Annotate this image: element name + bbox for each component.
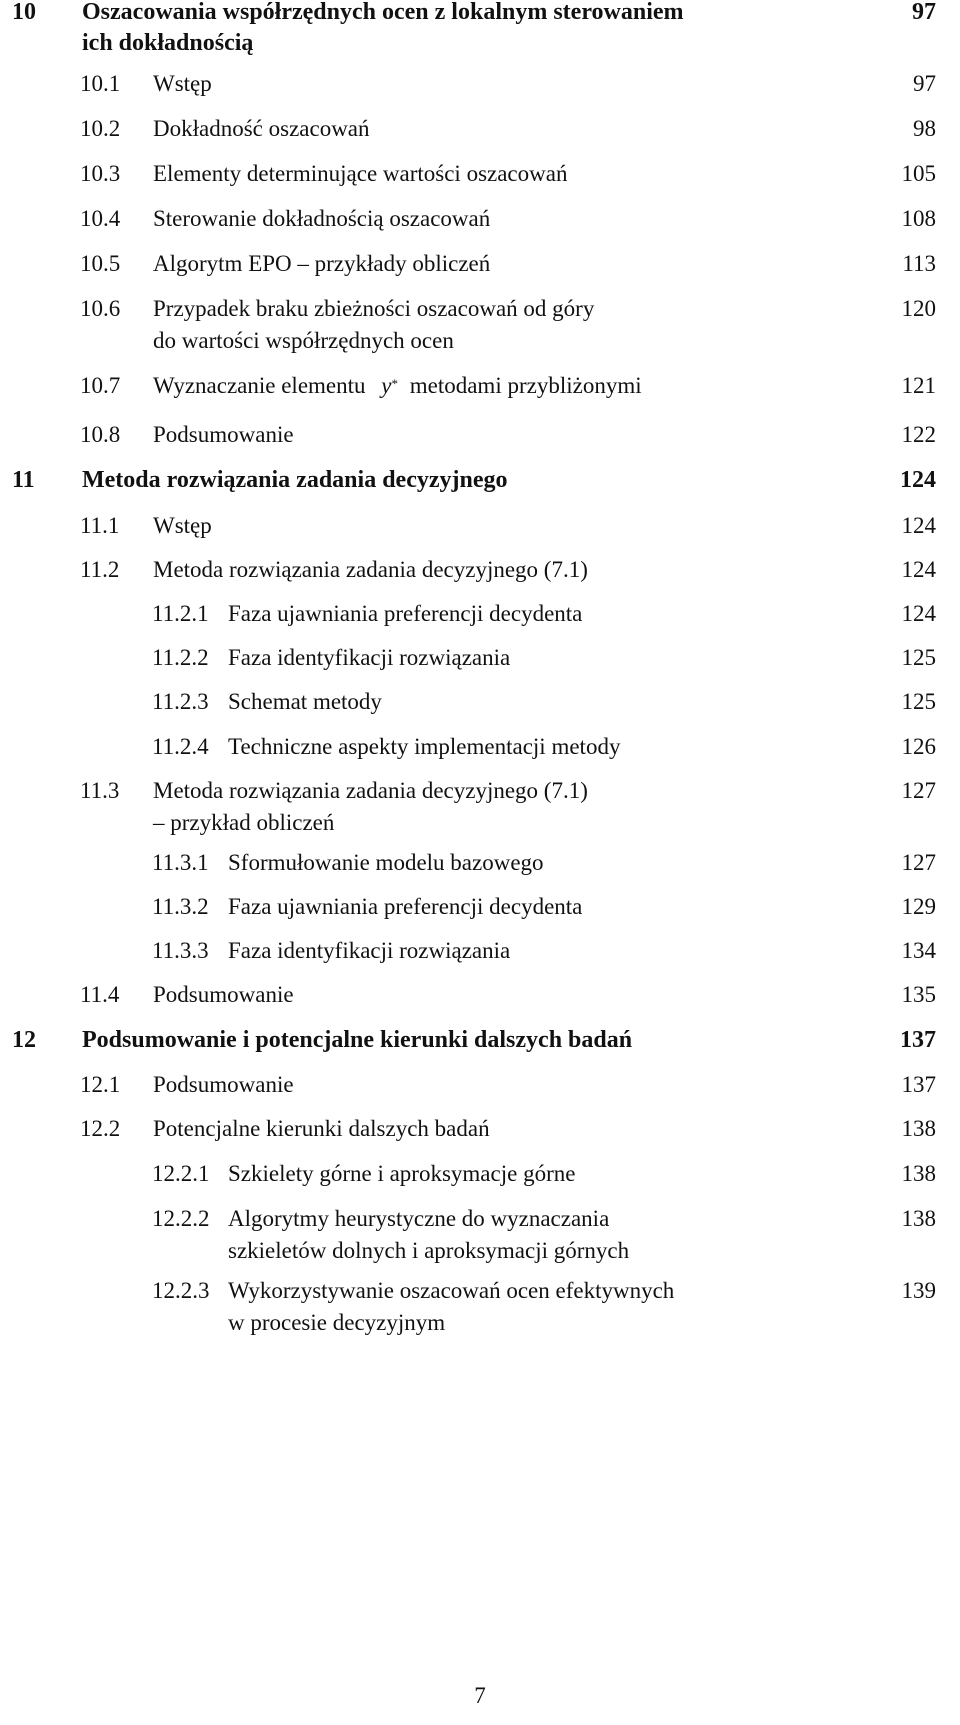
toc-entry-title: Metoda rozwiązania zadania decyzyjnego — [82, 467, 508, 493]
toc-entry-title-post: metodami przybliżonymi — [409, 373, 642, 398]
toc-entry-number: 11.3.1 — [152, 850, 209, 875]
toc-entry-page: 98 — [913, 116, 936, 141]
toc-entry-title — [82, 0, 684, 59]
toc-entry-title: Podsumowanie — [153, 982, 294, 1007]
toc-entry-title: Techniczne aspekty implementacji metody — [228, 734, 621, 759]
toc-entry-number: 10.7 — [80, 373, 121, 398]
toc-entry-title: Sformułowanie modelu bazowego — [228, 850, 544, 875]
toc-entry-number: 11.3.2 — [152, 894, 209, 919]
toc-entry-title: Podsumowanie — [153, 422, 294, 447]
toc-entry-page: 129 — [901, 894, 936, 919]
toc-entry-title: Szkielety górne i aproksymacje górne — [228, 1161, 576, 1186]
toc-entry-page: 124 — [901, 513, 936, 538]
toc-entry-title-line2: szkieletów dolnych i aproksymacji górnych — [228, 1238, 630, 1263]
toc-entry-number: 12.2.3 — [152, 1278, 210, 1303]
toc-entry-title: Wstęp — [153, 513, 212, 538]
toc-entry-title-line1: Algorytmy heurystyczne do wyznaczania — [228, 1206, 610, 1231]
toc-entry-title: Dokładność oszacowań — [153, 116, 370, 141]
toc-entry-page: 138 — [901, 1206, 936, 1231]
toc-entry-page: 137 — [901, 1072, 936, 1097]
toc-entry-number: 11.2 — [80, 557, 120, 582]
toc-entry-title: Podsumowanie — [153, 1072, 294, 1097]
toc-entry-page: 138 — [901, 1116, 936, 1141]
toc-entry-number: 10 — [12, 0, 36, 25]
toc-entry-page: 125 — [901, 689, 936, 714]
toc-entry-number: 10.3 — [80, 161, 121, 186]
toc-entry-page: 126 — [901, 734, 936, 759]
toc-entry-page: 124 — [901, 557, 936, 582]
toc-entry-title: Sterowanie dokładnością oszacowań — [153, 206, 491, 231]
toc-entry-number: 11.2.2 — [152, 645, 209, 670]
toc-entry-title — [228, 1275, 674, 1339]
math-superscript-star: * — [391, 376, 398, 391]
toc-entry-number: 11 — [12, 467, 35, 493]
toc-entry-title-line1: Oszacowania współrzędnych ocen z lokalnym sterowaniem — [82, 0, 684, 25]
toc-entry-page: 113 — [902, 251, 936, 276]
toc-entry-title: Metoda rozwiązania zadania decyzyjnego (7.1) — [153, 557, 588, 582]
toc-entry-title: Potencjalne kierunki dalszych badań — [153, 1116, 490, 1141]
toc-entry-number: 11.2.3 — [152, 689, 209, 714]
toc-entry-page: 135 — [901, 982, 936, 1007]
toc-entry-title: Faza identyfikacji rozwiązania — [228, 645, 511, 670]
math-variable-y: y — [381, 373, 392, 398]
toc-entry-page: 97 — [913, 71, 936, 96]
toc-entry-number: 11.4 — [80, 982, 120, 1007]
toc-entry-page: 120 — [901, 296, 936, 321]
toc-entry-number: 12.1 — [80, 1072, 121, 1097]
toc-entry-number: 10.5 — [80, 251, 121, 276]
toc-entry-number: 10.6 — [80, 296, 121, 321]
toc-entry-page: 105 — [901, 161, 936, 186]
toc-entry-title: Podsumowanie i potencjalne kierunki dalszych badań — [82, 1027, 633, 1053]
toc-entry-title-line2: – przykład obliczeń — [153, 810, 335, 835]
toc-entry-title: Wstęp — [153, 71, 212, 96]
toc-entry-page: 127 — [901, 850, 936, 875]
toc-entry-page: 138 — [901, 1161, 936, 1186]
toc-entry-page: 122 — [901, 422, 936, 447]
toc-entry-page: 127 — [901, 778, 936, 803]
toc-entry-number: 10.8 — [80, 422, 121, 447]
toc-entry-title-line2: do wartości współrzędnych ocen — [153, 328, 454, 353]
toc-entry-title-line2: w procesie decyzyjnym — [228, 1310, 446, 1335]
toc-entry-title: Algorytm EPO – przykłady obliczeń — [153, 251, 491, 276]
toc-entry-page: 124 — [901, 601, 936, 626]
toc-entry-number: 12.2.2 — [152, 1206, 210, 1231]
toc-entry-title — [153, 775, 588, 839]
toc-entry-title: Faza ujawniania preferencji decydenta — [228, 601, 583, 626]
toc-entry-title: Faza identyfikacji rozwiązania — [228, 938, 511, 963]
toc-entry-page: 139 — [901, 1278, 936, 1303]
toc-entry-title — [153, 293, 594, 357]
toc-entry-title-line1: Metoda rozwiązania zadania decyzyjnego (7.1) — [153, 778, 588, 803]
toc-entry-number: 12.2.1 — [152, 1161, 210, 1186]
toc-entry-title: Schemat metody — [228, 689, 382, 714]
toc-entry-number: 12.2 — [80, 1116, 121, 1141]
toc-entry-number: 12 — [12, 1027, 36, 1053]
toc-entry-number: 11.3 — [80, 778, 120, 803]
toc-entry-title: Elementy determinujące wartości oszacowań — [153, 161, 568, 186]
toc-entry-number: 10.1 — [80, 71, 121, 96]
toc-entry-number: 11.2.4 — [152, 734, 209, 759]
toc-entry-page: 121 — [901, 373, 936, 398]
toc-entry-number: 11.3.3 — [152, 938, 209, 963]
toc-entry-title: Faza ujawniania preferencji decydenta — [228, 894, 583, 919]
toc-entry-page: 125 — [901, 645, 936, 670]
toc-entry-page: 124 — [900, 467, 936, 493]
toc-entry-number: 11.1 — [80, 513, 120, 538]
toc-entry-number: 10.2 — [80, 116, 121, 141]
toc-entry-page: 97 — [912, 0, 936, 25]
toc-entry-page: 134 — [901, 938, 936, 963]
toc-entry-title — [228, 1203, 629, 1267]
toc-entry-title-line1: Wykorzystywanie oszacowań ocen efektywnych — [228, 1278, 675, 1303]
toc-entry-number: 10.4 — [80, 206, 121, 231]
toc-entry-page: 108 — [901, 206, 936, 231]
toc-entry-number: 11.2.1 — [152, 601, 209, 626]
page-number: 7 — [474, 1683, 486, 1708]
toc-entry-title — [153, 370, 642, 402]
toc-entry-title-pre: Wyznaczanie elementu — [153, 373, 366, 398]
toc-entry-title-line2: ich dokładnością — [82, 30, 254, 56]
toc-entry-title-line1: Przypadek braku zbieżności oszacowań od góry — [153, 296, 595, 321]
toc-entry-page: 137 — [900, 1027, 936, 1053]
